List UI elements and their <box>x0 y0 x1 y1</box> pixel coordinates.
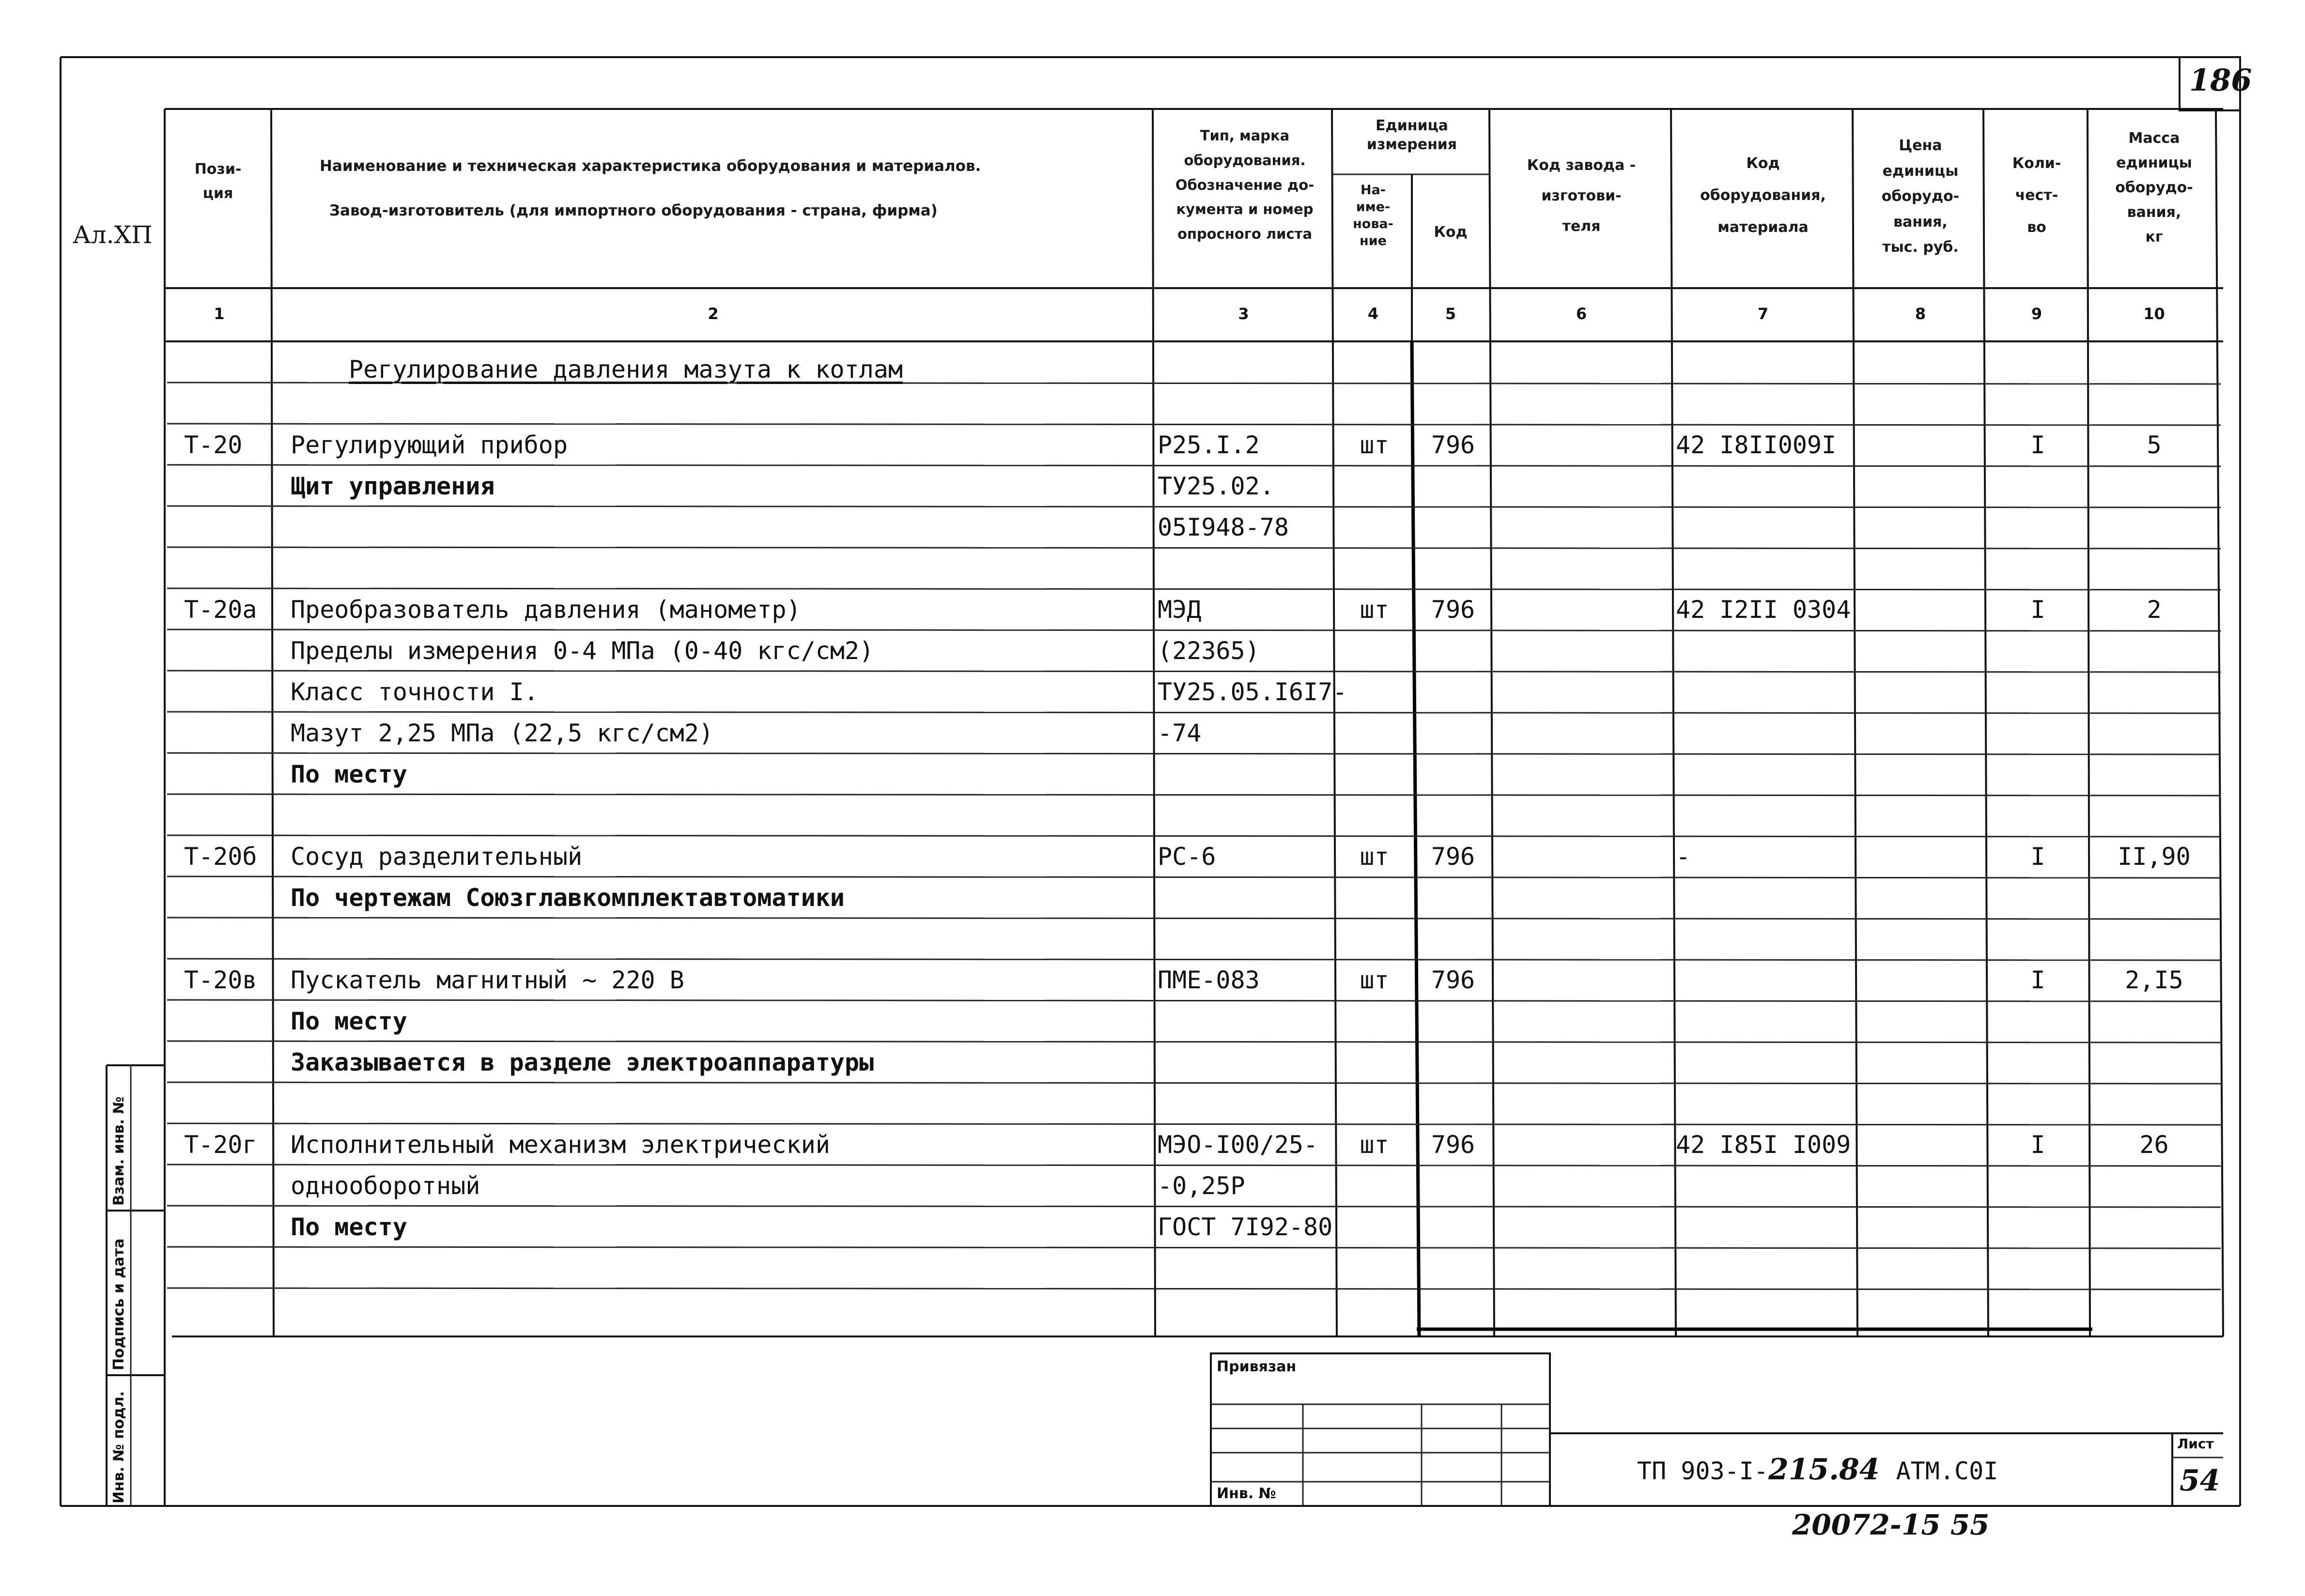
section-title: Регулирование давления мазута к котлам <box>349 355 903 384</box>
row-line <box>167 835 2221 837</box>
header-name-line2: Завод-изготовитель (для импортного оборудования - страна, фирма) <box>329 202 938 219</box>
row-line <box>167 1288 2221 1289</box>
header-factory-code: Код завода - изготови- теля <box>1527 157 1636 235</box>
row-line <box>167 753 2221 754</box>
cell-equip-code: - <box>1676 843 1691 871</box>
cell-name: Исполнительный механизм электрический <box>291 1131 830 1159</box>
cell-name: Класс точности I. <box>291 678 539 706</box>
cell-name: По месту <box>291 760 407 788</box>
doc-suffix: АТМ.С0I <box>1896 1457 1998 1485</box>
cell-name: По месту <box>291 1007 407 1035</box>
inv-label: Инв. № <box>1217 1485 1276 1502</box>
row-line <box>167 1123 2221 1125</box>
doc-number-handwritten: 215.84 <box>1768 1453 1880 1487</box>
row-line <box>167 1082 2221 1084</box>
colnum-7: 7 <box>1757 305 1769 323</box>
row-line <box>167 588 2221 590</box>
colnum-8: 8 <box>1915 305 1926 323</box>
row-line <box>167 1041 2221 1043</box>
cell-pos: Т-20в <box>184 966 257 994</box>
cell-equip-code: 42 I2II 0304 <box>1676 596 1851 624</box>
cell-pos: Т-20г <box>184 1131 257 1159</box>
cell-type: Р25.I.2 <box>1158 431 1260 459</box>
cell-pos: Т-20б <box>184 843 257 871</box>
cell-type: ГОСТ 7I92-80 <box>1158 1213 1333 1241</box>
cell-type: (22365) <box>1158 637 1260 665</box>
cell-qty: I <box>2030 843 2045 871</box>
header-name-line1: Наименование и техническая характеристика оборудования и материалов. <box>320 157 981 175</box>
cell-name: Щит управления <box>291 472 495 500</box>
colnum-9: 9 <box>2031 305 2042 323</box>
cell-name: Мазут 2,25 МПа (22,5 кгс/см2) <box>291 719 713 747</box>
sheet-label: Лист <box>2177 1436 2214 1452</box>
sidebar-vzam: Взам. инв. № <box>110 1096 127 1206</box>
cell-mass: 26 <box>2139 1131 2169 1159</box>
row-line <box>167 918 2221 919</box>
row-line <box>167 1000 2221 1001</box>
cell-type: 05I948-78 <box>1158 513 1289 541</box>
header-price: Цена единицы оборудо- вания, тыс. руб. <box>1881 137 1960 256</box>
cell-unit: шт <box>1360 596 1389 624</box>
header-quantity: Коли- чест- во <box>2012 155 2061 236</box>
cell-pos: Т-20 <box>184 431 243 459</box>
cell-qty: I <box>2030 596 2045 624</box>
colnum-10: 10 <box>2143 305 2165 323</box>
row-line <box>167 671 2221 672</box>
row-line <box>167 712 2221 713</box>
cell-code: 796 <box>1431 843 1475 871</box>
row-line <box>167 1165 2221 1166</box>
cell-code: 796 <box>1431 1131 1475 1159</box>
header-equipment-code: Код оборудования, материала <box>1700 155 1826 236</box>
cell-qty: I <box>2030 431 2045 459</box>
cell-name: Пускатель магнитный ~ 220 В <box>291 966 684 994</box>
row-line <box>167 876 2221 878</box>
header-unit-code: Код <box>1434 224 1468 241</box>
sidebar-podpis: Подпись и дата <box>110 1238 127 1370</box>
attached-label: Привязан <box>1217 1358 1297 1375</box>
cell-name: Преобразователь давления (манометр) <box>291 596 801 624</box>
cell-type: ТУ25.02. <box>1158 472 1274 500</box>
row-line <box>167 547 2221 549</box>
cell-type: -74 <box>1158 719 1202 747</box>
album-label: Ал.ХП <box>73 221 153 249</box>
sidebar-inv-podl: Инв. № подл. <box>110 1391 127 1504</box>
colnum-1: 1 <box>214 305 225 323</box>
colnum-5: 5 <box>1445 305 1456 323</box>
cell-pos: Т-20а <box>184 596 257 624</box>
header-unit-name: На- име- нова- ние <box>1353 183 1393 249</box>
header-position: Пози- ция <box>194 161 242 202</box>
cell-code: 796 <box>1431 431 1475 459</box>
cell-equip-code: 42 I8II009I <box>1676 431 1837 459</box>
cell-name: Сосуд разделительный <box>291 843 583 871</box>
doc-prefix: ТП 903-I- <box>1637 1457 1768 1485</box>
cell-mass: 5 <box>2147 431 2162 459</box>
cell-unit: шт <box>1360 843 1389 871</box>
doc-designation <box>1637 1453 1998 1487</box>
footer-code: 20072-15 55 <box>1792 1508 1990 1541</box>
cell-name: Регулирующий прибор <box>291 431 568 459</box>
cell-unit: шт <box>1360 1131 1389 1159</box>
row-line <box>167 506 2221 507</box>
cell-name: однооборотный <box>291 1172 480 1200</box>
cell-qty: I <box>2030 966 2045 994</box>
colnum-2: 2 <box>708 305 719 323</box>
cell-type: МЭД <box>1158 596 1202 624</box>
cell-unit: шт <box>1360 966 1389 994</box>
cell-mass: II,90 <box>2118 843 2191 871</box>
row-line <box>167 424 2221 425</box>
cell-name: Пределы измерения 0-4 МПа (0-40 кгс/см2) <box>291 637 874 665</box>
colnum-3: 3 <box>1238 305 1249 323</box>
header-mass: Масса единицы оборудо- вания, кг <box>2115 130 2193 246</box>
row-line <box>167 465 2221 466</box>
corner-sheet-number: 186 <box>2189 62 2252 98</box>
colnum-6: 6 <box>1576 305 1587 323</box>
attached-stamp-box <box>1211 1353 1550 1506</box>
cell-code: 796 <box>1431 966 1475 994</box>
cell-type: ТУ25.05.I6I7- <box>1158 678 1347 706</box>
cell-type: РС-6 <box>1158 843 1216 871</box>
cell-qty: I <box>2030 1131 2045 1159</box>
cell-mass: 2 <box>2147 596 2162 624</box>
cell-type: МЭО-I00/25- <box>1158 1131 1318 1159</box>
cell-code: 796 <box>1431 596 1475 624</box>
cell-name: По чертежам Союзглавкомплектавтоматики <box>291 884 845 912</box>
cell-equip-code: 42 I85I I009 <box>1676 1131 1851 1159</box>
cell-unit: шт <box>1360 431 1389 459</box>
cell-name: По месту <box>291 1213 407 1241</box>
row-line <box>167 794 2221 796</box>
cell-type: -0,25Р <box>1158 1172 1245 1200</box>
cell-mass: 2,I5 <box>2125 966 2183 994</box>
header-unit-group: Единица измерения <box>1366 117 1457 153</box>
sheet-number: 54 <box>2180 1464 2220 1498</box>
row-line <box>167 629 2221 631</box>
cell-name: Заказывается в разделе электроаппаратуры <box>291 1048 874 1076</box>
cell-type: ПМЕ-083 <box>1158 966 1260 994</box>
header-type: Тип, марка оборудования. Обозначение до- кумента и номер опросного листа <box>1175 127 1315 242</box>
row-line <box>167 1206 2221 1207</box>
row-line <box>167 1247 2221 1248</box>
colnum-4: 4 <box>1367 305 1379 323</box>
row-line <box>167 959 2221 960</box>
